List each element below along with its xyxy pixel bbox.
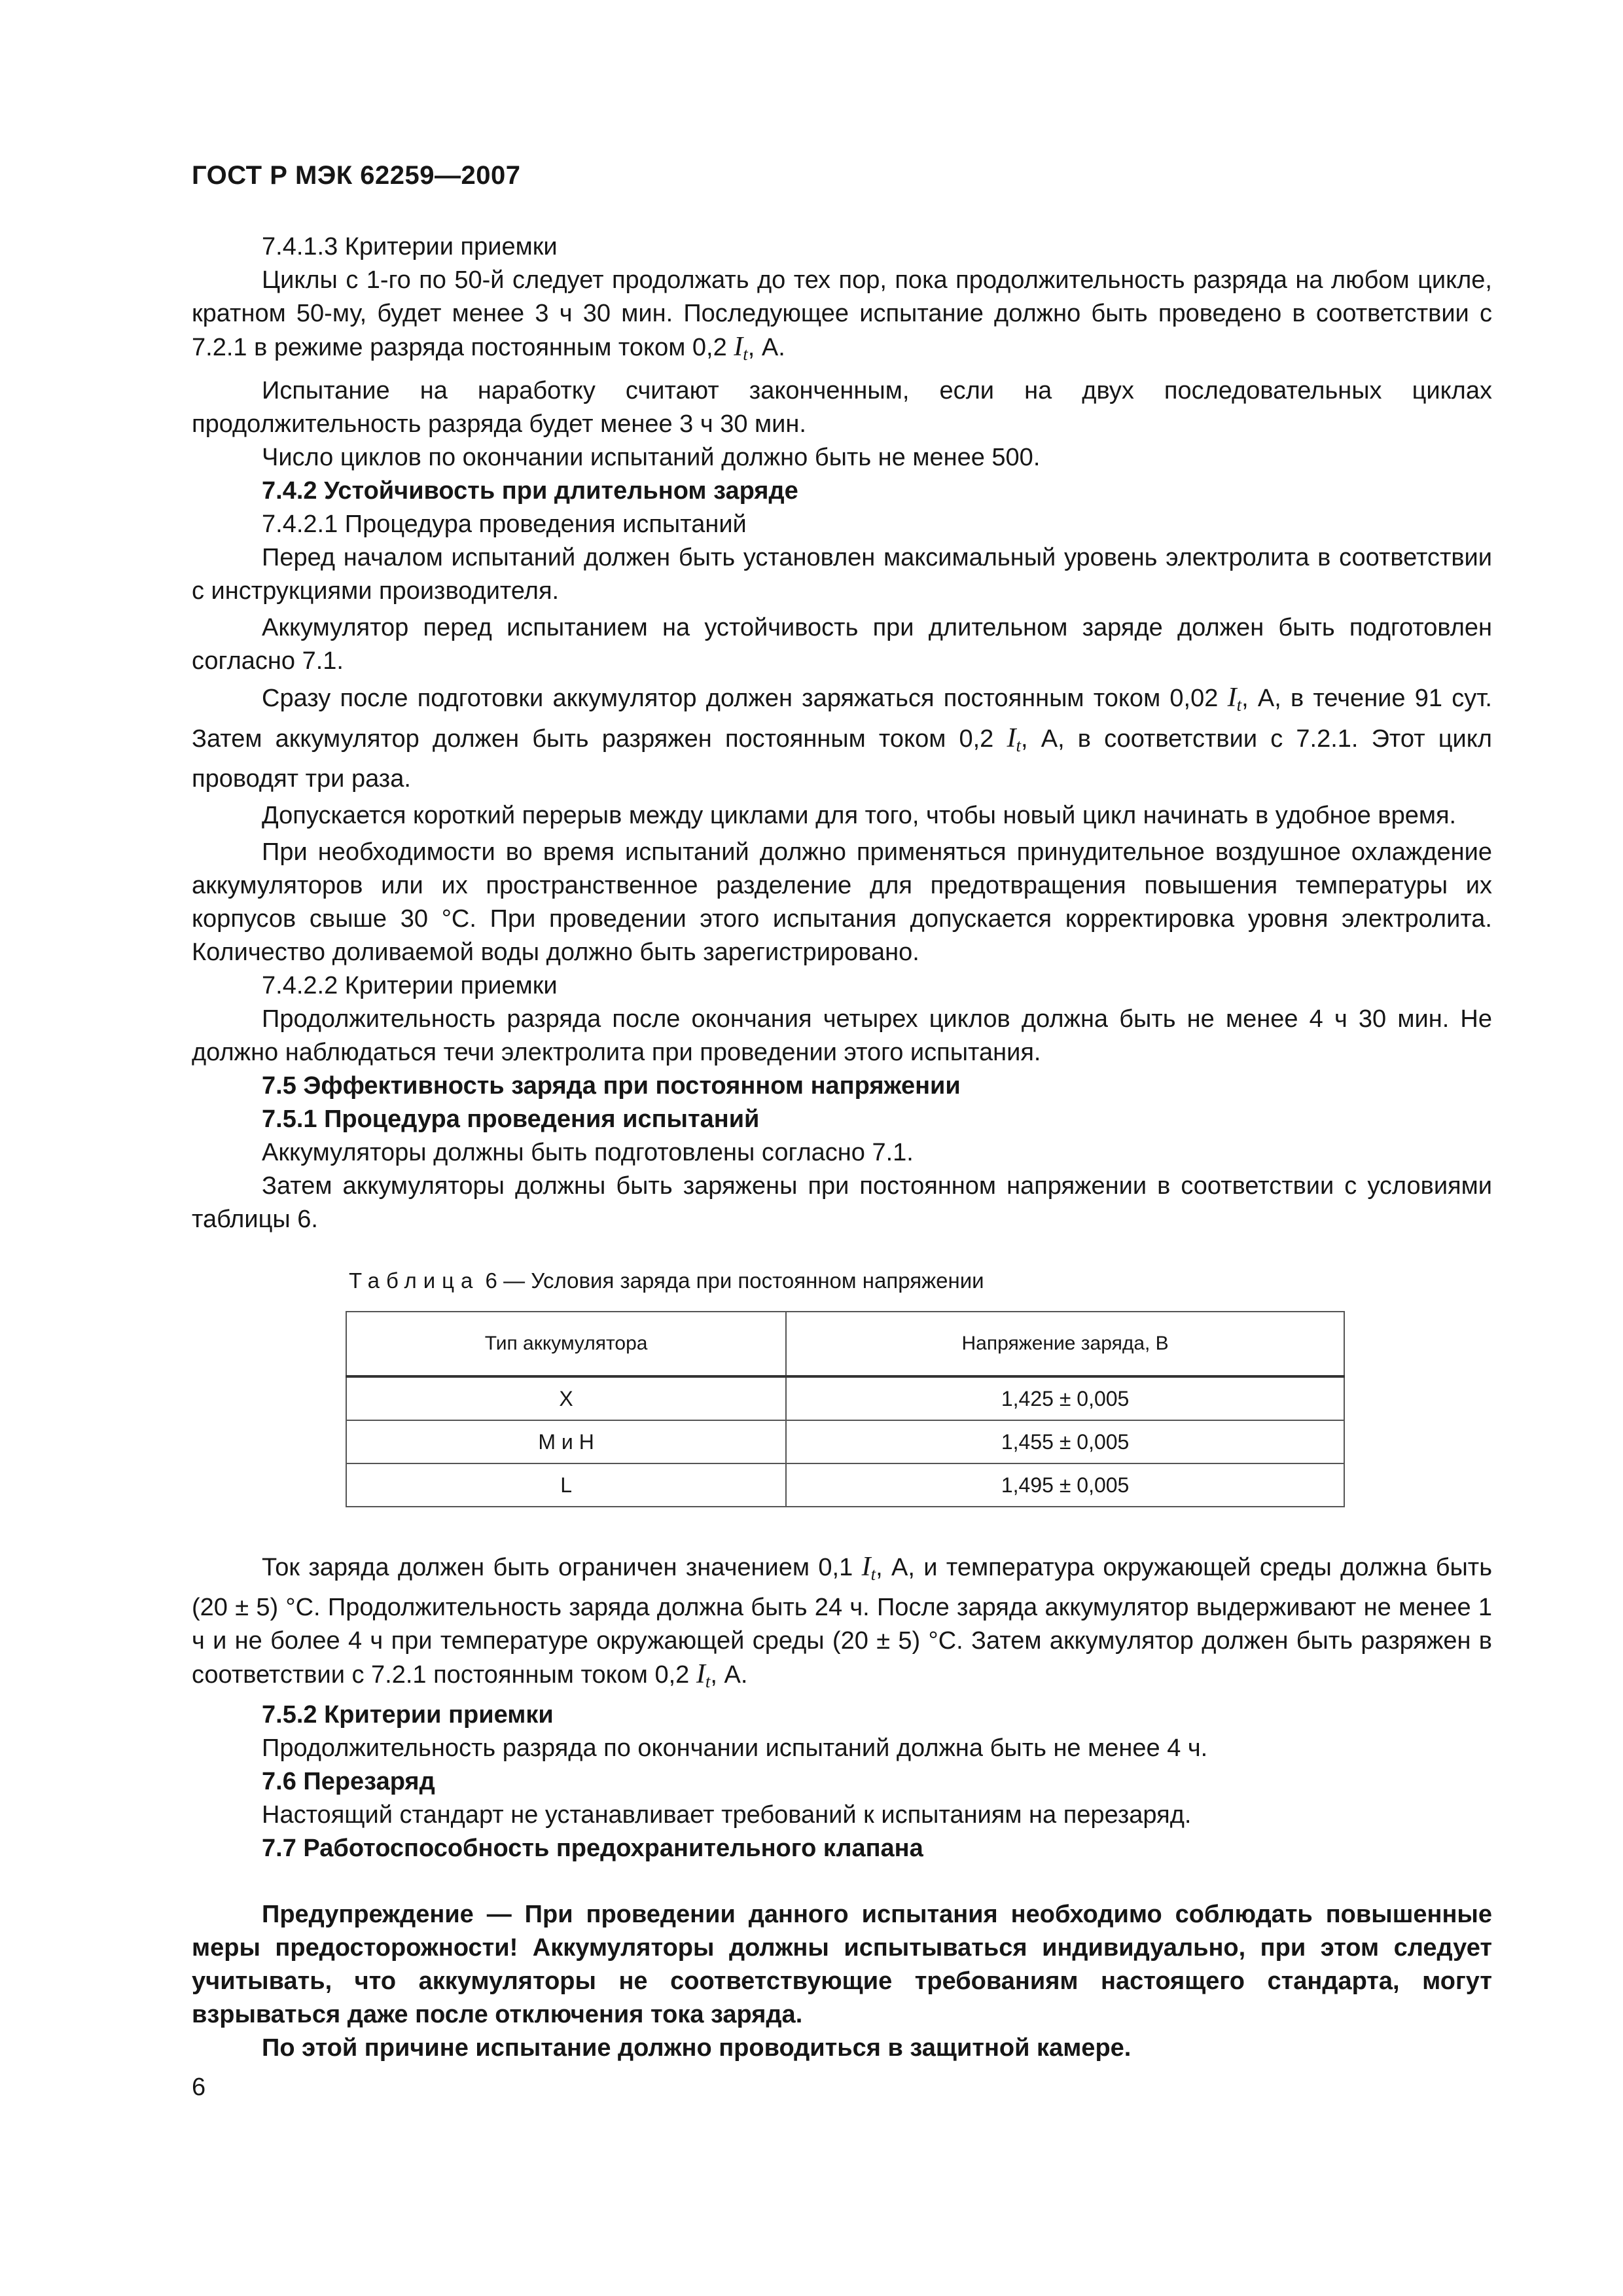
table-cell: X bbox=[346, 1376, 786, 1420]
heading-7-5-2: 7.5.2 Критерии приемки bbox=[262, 1701, 554, 1729]
table-caption-word: Таблица bbox=[349, 1268, 480, 1293]
paragraph-constant-voltage: Затем аккумуляторы должны быть заряжены при постоянном напряжении в соответствии с условиями таблицы 6. bbox=[192, 1172, 1492, 1233]
table-cell: 1,425 ± 0,005 bbox=[786, 1376, 1344, 1420]
paragraph-cycles: Циклы с 1-го по 50-й следует продолжать до тех пор, пока продолжительность разряда на любом цикле, кратном 50-му, будет менее 3 ч 30 мин. Последующее испытание должно быть проведено в соответствии с 7.2.1 в режиме разряда постоянным током 0,2 $I_t$, А. bbox=[192, 266, 1492, 364]
heading-7-4-2-2: 7.4.2.2 Критерии приемки bbox=[262, 972, 558, 999]
table-cell: L bbox=[346, 1463, 786, 1507]
current-symbol: I bbox=[734, 332, 743, 362]
heading-7-4-2-1: 7.4.2.1 Процедура проведения испытаний bbox=[262, 511, 747, 538]
current-symbol-subscript: t bbox=[705, 1672, 711, 1691]
paragraph-break: Допускается короткий перерыв между циклами для того, чтобы новый цикл начинать в удобное время. bbox=[262, 802, 1457, 829]
table-6 bbox=[346, 1311, 1345, 1507]
paragraph-preparation: Аккумулятор перед испытанием на устойчивость при длительном заряде должен быть подготовлен согласно 7.1. bbox=[192, 614, 1492, 675]
table-caption-title: 6 — Условия заряда при постоянном напряжении bbox=[479, 1268, 984, 1293]
paragraph-charge-current: Ток заряда должен быть ограничен значением 0,1 $I_t$, А, и температура окружающей среды должна быть (20 ± 5) °С. Продолжительность заряда должна быть 24 ч. После заряда аккумулятор выдерживают не менее 1 ч и не более 4 ч при температуре окружающей среды (20 ± 5) °С. Затем аккумулятор должен быть разряжен в соответствии с 7.2.1 постоянным током 0,2 $I_t$, А. bbox=[192, 1552, 1492, 1691]
current-symbol: I bbox=[861, 1552, 871, 1582]
current-symbol-subscript: t bbox=[1016, 736, 1021, 755]
paragraph-cycle-count: Число циклов по окончании испытаний должно быть не менее 500. bbox=[262, 444, 1041, 471]
current-symbol-subscript: t bbox=[743, 344, 748, 364]
heading-7-4-2: 7.4.2 Устойчивость при длительном заряде bbox=[262, 477, 798, 505]
current-symbol: I bbox=[1007, 723, 1016, 753]
paragraph-overcharge: Настоящий стандарт не устанавливает требований к испытаниям на перезаряд. bbox=[262, 1801, 1192, 1829]
current-symbol-subscript: t bbox=[870, 1564, 876, 1584]
heading-7-6: 7.6 Перезаряд bbox=[262, 1768, 435, 1795]
document-body bbox=[192, 230, 1492, 2065]
paragraph-endurance-finish: Испытание на наработку считают законченным, если на двух последовательных циклах продолжительность разряда будет менее 3 ч 30 мин. bbox=[192, 377, 1492, 438]
heading-7-4-1-3: 7.4.1.3 Критерии приемки bbox=[262, 233, 558, 260]
table-header-cell: Тип аккумулятора bbox=[346, 1312, 786, 1376]
paragraph-four-cycles: Продолжительность разряда после окончания четырех циклов должна быть не менее 4 ч 30 мин. Не должно наблюдаться течи электролита при проведении этого испытания. bbox=[192, 1005, 1492, 1066]
heading-7-5: 7.5 Эффективность заряда при постоянном напряжении bbox=[262, 1072, 961, 1100]
heading-7-5-1: 7.5.1 Процедура проведения испытаний bbox=[262, 1105, 760, 1133]
table-cell: M и H bbox=[346, 1420, 786, 1463]
current-symbol-subscript: t bbox=[1236, 695, 1242, 715]
table-row bbox=[346, 1376, 1344, 1420]
warning-chamber: По этой причине испытание должно проводиться в защитной камере. bbox=[262, 2034, 1132, 2062]
current-symbol: I bbox=[696, 1659, 705, 1689]
table-header-row bbox=[346, 1312, 1344, 1376]
table-cell: 1,455 ± 0,005 bbox=[786, 1420, 1344, 1463]
table-row bbox=[346, 1463, 1344, 1507]
current-symbol: I bbox=[1227, 683, 1237, 713]
table-row bbox=[346, 1420, 1344, 1463]
table-header-cell: Напряжение заряда, В bbox=[786, 1312, 1344, 1376]
paragraph-prepared: Аккумуляторы должны быть подготовлены согласно 7.1. bbox=[262, 1139, 914, 1166]
paragraph-charging: Сразу после подготовки аккумулятор должен заряжаться постоянным током 0,02 $I_t$, А, в течение 91 сут. Затем аккумулятор должен быть разряжен постоянным током 0,2 $I_t$, А, в соответствии с 7.2.1. Этот цикл проводят три раза. bbox=[192, 683, 1492, 793]
heading-7-7: 7.7 Работоспособность предохранительного клапана bbox=[262, 1835, 923, 1862]
paragraph-electrolyte-level: Перед началом испытаний должен быть установлен максимальный уровень электролита в соответствии с инструкциями производителя. bbox=[192, 544, 1492, 605]
warning-paragraph: Предупреждение — При проведении данного испытания необходимо соблюдать повышенные меры предосторожности! Аккумуляторы должны испытываться индивидуально, при этом следует учитывать, что аккумуляторы не соответствующие требованиям настоящего стандарта, могут взрываться даже после отключения тока заряда. bbox=[192, 1901, 1492, 2028]
paragraph-discharge-duration: Продолжительность разряда по окончании испытаний должна быть не менее 4 ч. bbox=[262, 1734, 1208, 1762]
paragraph-cooling: При необходимости во время испытаний должно применяться принудительное воздушное охлаждение аккумуляторов или их пространственное разделение для предотвращения повышения температуры их корпусов свыше 30 °С. При проведении этого испытания допускается корректировка уровня электролита. Количество доливаемой воды должно быть зарегистрировано. bbox=[192, 838, 1492, 966]
table-6-caption bbox=[192, 1266, 1492, 1295]
standard-header: ГОСТ Р МЭК 62259—2007 bbox=[192, 161, 521, 190]
table-cell: 1,495 ± 0,005 bbox=[786, 1463, 1344, 1507]
page-number: 6 bbox=[192, 2073, 206, 2101]
